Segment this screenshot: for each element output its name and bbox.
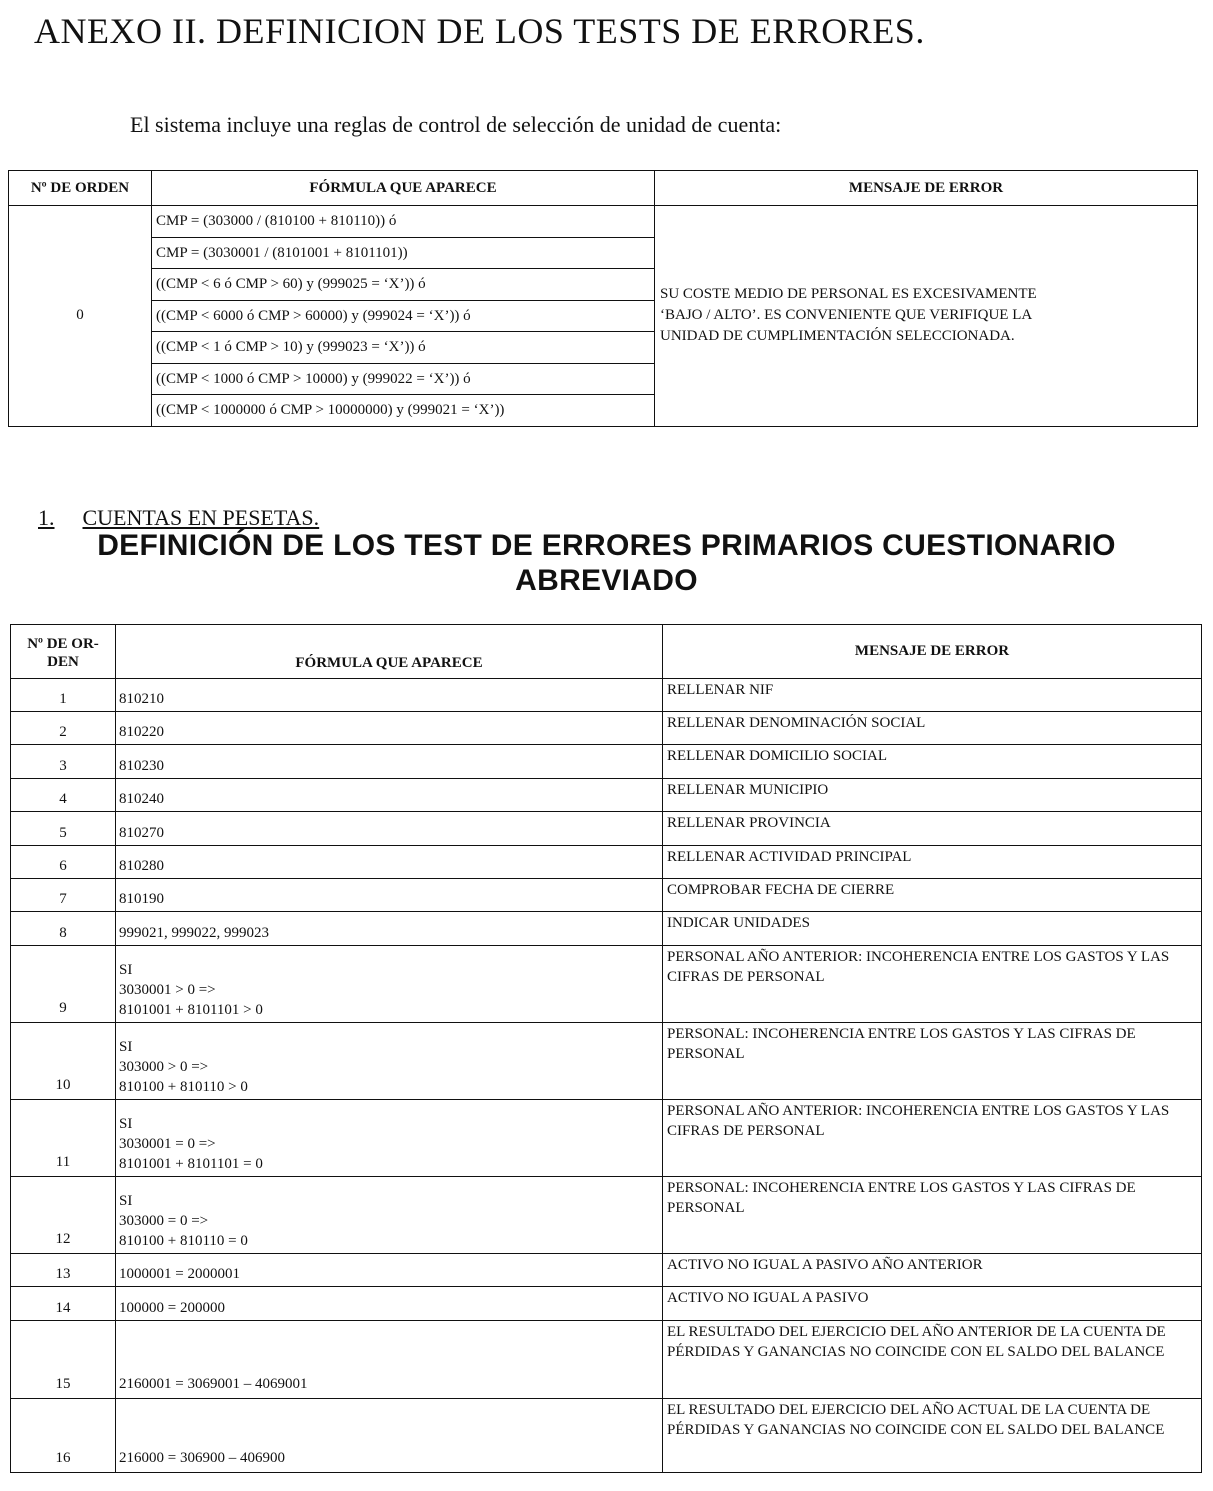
header-order-line-1: Nº DE OR- bbox=[27, 635, 99, 652]
formula-cell: SI 303000 > 0 => 810100 + 810110 > 0 bbox=[116, 1023, 663, 1100]
formula-cell: 810190 bbox=[116, 879, 663, 912]
message-cell: EL RESULTADO DEL EJERCICIO DEL AÑO ACTUAL DE LA CUENTA DE PÉRDIDAS Y GANANCIAS NO COINCIDE CON EL SALDO DEL BALANCE bbox=[663, 1399, 1202, 1473]
errors-table-header bbox=[11, 625, 1202, 679]
formula-cell: 1000001 = 2000001 bbox=[116, 1254, 663, 1287]
order-cell: 5 bbox=[11, 812, 116, 846]
header-message: MENSAJE DE ERROR bbox=[655, 171, 1198, 206]
order-cell: 9 bbox=[11, 946, 116, 1023]
control-order-cell: 0 bbox=[9, 206, 152, 427]
message-cell: RELLENAR PROVINCIA bbox=[663, 812, 1202, 846]
table-row bbox=[11, 712, 1202, 745]
order-cell: 13 bbox=[11, 1254, 116, 1287]
order-cell: 3 bbox=[11, 745, 116, 779]
control-formula-cell bbox=[152, 206, 655, 427]
table-row bbox=[11, 779, 1202, 812]
table-row bbox=[11, 912, 1202, 946]
order-cell: 16 bbox=[11, 1399, 116, 1473]
message-cell: PERSONAL: INCOHERENCIA ENTRE LOS GASTOS Y LAS CIFRAS DE PERSONAL bbox=[663, 1023, 1202, 1100]
message-cell: ACTIVO NO IGUAL A PASIVO AÑO ANTERIOR bbox=[663, 1254, 1202, 1287]
order-cell: 12 bbox=[11, 1177, 116, 1254]
header-order: Nº DE ORDEN bbox=[9, 171, 152, 206]
order-cell: 14 bbox=[11, 1287, 116, 1321]
formula-line: CMP = (303000 / (810100 + 810110)) ó bbox=[152, 206, 654, 238]
order-cell: 7 bbox=[11, 879, 116, 912]
primary-errors-table bbox=[10, 624, 1202, 1473]
message-cell: RELLENAR DOMICILIO SOCIAL bbox=[663, 745, 1202, 779]
table-row bbox=[11, 1321, 1202, 1399]
table-row bbox=[11, 1254, 1202, 1287]
control-message-cell bbox=[655, 206, 1198, 427]
formula-cell: 810230 bbox=[116, 745, 663, 779]
message-cell: COMPROBAR FECHA DE CIERRE bbox=[663, 879, 1202, 912]
table-row bbox=[11, 745, 1202, 779]
message-cell: PERSONAL AÑO ANTERIOR: INCOHERENCIA ENTRE LOS GASTOS Y LAS CIFRAS DE PERSONAL bbox=[663, 1100, 1202, 1177]
formula-cell: SI 303000 = 0 => 810100 + 810110 = 0 bbox=[116, 1177, 663, 1254]
message-line: ‘BAJO / ALTO’. ES CONVENIENTE QUE VERIFIQUE LA bbox=[660, 307, 1033, 324]
order-cell: 11 bbox=[11, 1100, 116, 1177]
message-cell: RELLENAR DENOMINACIÓN SOCIAL bbox=[663, 712, 1202, 745]
table-row bbox=[11, 1023, 1202, 1100]
section-heading-line-1: DEFINICIÓN DE LOS TEST DE ERRORES PRIMARIOS CUESTIONARIO bbox=[97, 529, 1116, 562]
order-cell: 10 bbox=[11, 1023, 116, 1100]
formula-cell: 810220 bbox=[116, 712, 663, 745]
order-cell: 4 bbox=[11, 779, 116, 812]
table-row bbox=[11, 1287, 1202, 1321]
formula-cell: 810280 bbox=[116, 846, 663, 879]
table-row bbox=[11, 946, 1202, 1023]
header-formula: FÓRMULA QUE APARECE bbox=[116, 625, 663, 679]
header-order bbox=[11, 625, 116, 679]
message-line: SU COSTE MEDIO DE PERSONAL ES EXCESIVAMENTE bbox=[660, 286, 1037, 303]
order-cell: 8 bbox=[11, 912, 116, 946]
message-cell: RELLENAR MUNICIPIO bbox=[663, 779, 1202, 812]
formula-cell: 100000 = 200000 bbox=[116, 1287, 663, 1321]
message-cell: RELLENAR NIF bbox=[663, 679, 1202, 712]
order-cell: 6 bbox=[11, 846, 116, 879]
message-cell: INDICAR UNIDADES bbox=[663, 912, 1202, 946]
section-number: 1. bbox=[38, 505, 55, 530]
page-title: ANEXO II. DEFINICION DE LOS TESTS DE ERRORES. bbox=[34, 11, 925, 51]
table-row bbox=[11, 679, 1202, 712]
header-formula: FÓRMULA QUE APARECE bbox=[152, 171, 655, 206]
formula-cell: SI 3030001 = 0 => 8101001 + 8101101 = 0 bbox=[116, 1100, 663, 1177]
section-heading bbox=[0, 528, 1213, 598]
table-row bbox=[11, 879, 1202, 912]
formula-line: ((CMP < 6 ó CMP > 60) y (999025 = ‘X’)) ó bbox=[152, 269, 654, 301]
section-heading-line-2: ABREVIADO bbox=[515, 564, 698, 597]
formula-line: ((CMP < 1000000 ó CMP > 10000000) y (999021 = ‘X’)) bbox=[156, 402, 505, 418]
formula-cell: 999021, 999022, 999023 bbox=[116, 912, 663, 946]
formula-cell: 810270 bbox=[116, 812, 663, 846]
formula-cell: 216000 = 306900 – 406900 bbox=[116, 1399, 663, 1473]
control-rule-row bbox=[9, 206, 1198, 427]
order-cell: 2 bbox=[11, 712, 116, 745]
table-row bbox=[11, 812, 1202, 846]
table-row bbox=[11, 1177, 1202, 1254]
formula-cell: SI 3030001 > 0 => 8101001 + 8101101 > 0 bbox=[116, 946, 663, 1023]
message-cell: PERSONAL: INCOHERENCIA ENTRE LOS GASTOS Y LAS CIFRAS DE PERSONAL bbox=[663, 1177, 1202, 1254]
table-row bbox=[11, 1100, 1202, 1177]
table-row bbox=[11, 846, 1202, 879]
order-cell: 15 bbox=[11, 1321, 116, 1399]
header-order-line-2: DEN bbox=[47, 653, 79, 670]
formula-cell: 2160001 = 3069001 – 4069001 bbox=[116, 1321, 663, 1399]
header-message: MENSAJE DE ERROR bbox=[663, 625, 1202, 679]
order-cell: 1 bbox=[11, 679, 116, 712]
formula-line: ((CMP < 6000 ó CMP > 60000) y (999024 = ‘X’)) ó bbox=[152, 301, 654, 333]
message-cell: PERSONAL AÑO ANTERIOR: INCOHERENCIA ENTRE LOS GASTOS Y LAS CIFRAS DE PERSONAL bbox=[663, 946, 1202, 1023]
table-row bbox=[11, 1399, 1202, 1473]
formula-line: ((CMP < 1000 ó CMP > 10000) y (999022 = ‘X’)) ó bbox=[152, 364, 654, 396]
control-table-header bbox=[9, 171, 1198, 206]
message-cell: ACTIVO NO IGUAL A PASIVO bbox=[663, 1287, 1202, 1321]
formula-cell: 810210 bbox=[116, 679, 663, 712]
formula-cell: 810240 bbox=[116, 779, 663, 812]
intro-text: El sistema incluye una reglas de control de selección de unidad de cuenta: bbox=[130, 112, 782, 137]
formula-line: ((CMP < 1 ó CMP > 10) y (999023 = ‘X’)) ó bbox=[152, 332, 654, 364]
message-cell: EL RESULTADO DEL EJERCICIO DEL AÑO ANTERIOR DE LA CUENTA DE PÉRDIDAS Y GANANCIAS NO COINCIDE CON EL SALDO DEL BALANCE bbox=[663, 1321, 1202, 1399]
message-cell: RELLENAR ACTIVIDAD PRINCIPAL bbox=[663, 846, 1202, 879]
formula-line: CMP = (3030001 / (8101001 + 8101101)) bbox=[152, 238, 654, 270]
control-rules-table bbox=[8, 170, 1198, 427]
section-label-text: CUENTAS EN PESETAS. bbox=[82, 505, 320, 530]
message-line: UNIDAD DE CUMPLIMENTACIÓN SELECCIONADA. bbox=[660, 328, 1015, 345]
